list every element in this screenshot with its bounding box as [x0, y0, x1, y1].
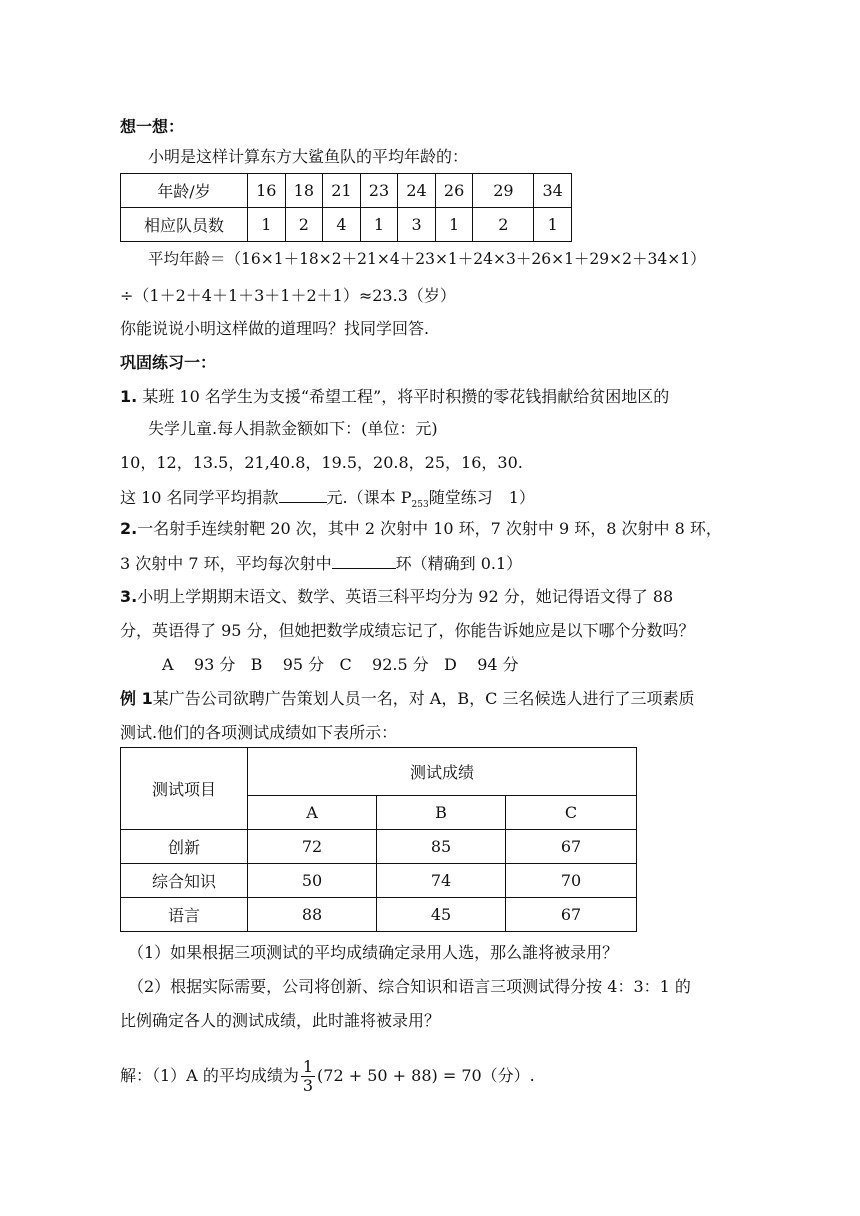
sub-question-2-line-2: 比例确定各人的测试成绩，此时誰将被录用？ — [120, 1011, 441, 1030]
sub-question-1: （1）如果根据三项测试的平均成绩确定录用人选，那么誰将被录用？ — [128, 943, 619, 962]
candidate-header: A — [248, 796, 377, 830]
q2-answer-blank[interactable] — [332, 552, 396, 569]
formula-line-2: ÷（1＋2＋4＋1＋3＋1＋2＋1）≈23.3（岁） — [120, 286, 456, 305]
score-header: 测试成绩 — [248, 748, 637, 796]
fraction-denominator: 3 — [302, 1076, 314, 1095]
age-cell: 16 — [248, 174, 286, 208]
score-cell: 74 — [377, 864, 506, 898]
count-cell: 2 — [285, 208, 323, 242]
option-text: 92.5 分 — [372, 655, 429, 674]
solution-prefix: 解：（1）A 的平均成绩为 — [120, 1066, 299, 1085]
count-row-label: 相应队员数 — [121, 208, 248, 242]
q1-reference: 随堂练习 1） — [428, 488, 535, 507]
fraction — [301, 1058, 315, 1095]
option-letter: D — [444, 655, 457, 674]
score-cell: 45 — [377, 898, 506, 932]
age-cell: 34 — [534, 174, 572, 208]
q2-line-1 — [120, 518, 722, 540]
q3-text: 小明上学期期末语文、数学、英语三科平均分为 92 分，她记得语文得了 88 — [137, 587, 674, 606]
age-cell: 18 — [285, 174, 323, 208]
candidate-header: C — [506, 796, 637, 830]
age-cell: 26 — [435, 174, 473, 208]
count-cell: 1 — [435, 208, 473, 242]
score-cell: 85 — [377, 830, 506, 864]
score-cell: 67 — [506, 830, 637, 864]
score-cell: 88 — [248, 898, 377, 932]
q1-prompt: 这 10 名同学平均捐款 — [120, 488, 279, 507]
count-cell: 2 — [473, 208, 534, 242]
age-cell: 24 — [398, 174, 436, 208]
q1-data: 10，12，13.5，21,40.8，19.5，20.8，25，16，30. — [120, 453, 523, 472]
option-letter: B — [250, 655, 263, 674]
example-text: 某广告公司欲聘广告策划人员一名，对 A，B，C 三名候选人进行了三项素质 — [152, 689, 695, 708]
q3-number: 3. — [120, 587, 138, 606]
example-line-1 — [120, 688, 694, 710]
option-text: 95 分 — [282, 655, 325, 674]
count-cell: 1 — [248, 208, 286, 242]
count-cell: 1 — [534, 208, 572, 242]
q3-options — [162, 654, 519, 676]
option-letter: C — [339, 655, 352, 674]
q1-line-4 — [120, 486, 535, 516]
q2-text: 一名射手连续射靶 20 次，其中 2 次射中 10 环，7 次射中 9 环，8 次射中 8 环， — [137, 519, 722, 538]
q2-suffix: 环（精确到 0.1） — [395, 554, 523, 573]
q1-line-2: 失学儿童.每人捐款金额如下：(单位：元) — [148, 419, 438, 438]
item-cell: 综合知识 — [121, 864, 248, 898]
score-cell: 70 — [506, 864, 637, 898]
option-text: 94 分 — [477, 655, 519, 674]
formula-line-1: 平均年龄＝（16×1＋18×2＋21×4＋23×1＋24×3＋26×1＋29×2＋34×1） — [148, 250, 706, 268]
q1-unit: 元.（课本 P — [326, 488, 412, 507]
option-a[interactable] — [162, 655, 235, 674]
example-label: 例 1 — [120, 689, 153, 708]
item-cell: 创新 — [121, 830, 248, 864]
q2-prompt: 3 次射中 7 环，平均每次射中 — [120, 554, 332, 573]
sub-question-2-line-1: （2）根据实际需要，公司将创新、综合知识和语言三项测试得分按 4：3：1 的 — [128, 977, 691, 996]
age-cell: 21 — [323, 174, 361, 208]
q1-text: 某班 10 名学生为支援“希望工程”，将平时积攒的零花钱捐献给贫困地区的 — [142, 387, 670, 406]
think-intro: 小明是这样计算东方大鲨鱼队的平均年龄的： — [148, 147, 469, 166]
item-header: 测试项目 — [121, 748, 248, 830]
age-cell: 23 — [360, 174, 398, 208]
q1-page-number: 253 — [411, 500, 429, 511]
score-cell: 67 — [506, 898, 637, 932]
example-line-2: 测试.他们的各项测试成绩如下表所示： — [120, 723, 398, 742]
score-cell: 50 — [248, 864, 377, 898]
q2-number: 2. — [120, 519, 138, 538]
q1-line-1 — [120, 386, 669, 408]
q3-line-1 — [120, 586, 673, 608]
option-text: 93 分 — [193, 655, 236, 674]
solution-suffix: （分）. — [481, 1066, 535, 1085]
score-cell: 72 — [248, 830, 377, 864]
count-cell: 3 — [398, 208, 436, 242]
practice-heading: 巩固练习一： — [120, 353, 217, 372]
solution-line — [120, 1056, 535, 1096]
q1-number: 1. — [120, 387, 138, 406]
candidate-header: B — [377, 796, 506, 830]
option-b[interactable] — [251, 655, 325, 674]
count-cell: 4 — [323, 208, 361, 242]
age-row-label: 年龄/岁 — [121, 174, 248, 208]
item-cell: 语言 — [121, 898, 248, 932]
age-cell: 29 — [473, 174, 534, 208]
option-c[interactable] — [339, 655, 428, 674]
option-d[interactable] — [444, 655, 519, 674]
fraction-numerator: 1 — [302, 1057, 314, 1076]
solution-expression: (72 + 50 + 88) = 70 — [317, 1066, 482, 1085]
score-table — [120, 747, 637, 932]
q1-answer-blank[interactable] — [279, 486, 327, 503]
count-cell: 1 — [360, 208, 398, 242]
age-table — [120, 173, 572, 242]
think-heading: 想一想： — [120, 117, 185, 136]
option-letter: A — [162, 655, 174, 674]
q3-line-2: 分，英语得了 95 分，但她把数学成绩忘记了，你能告诉她应是以下哪个分数吗？ — [120, 621, 695, 640]
q2-line-2 — [120, 552, 522, 575]
think-question: 你能说说小明这样做的道理吗？找同学回答. — [120, 319, 430, 338]
